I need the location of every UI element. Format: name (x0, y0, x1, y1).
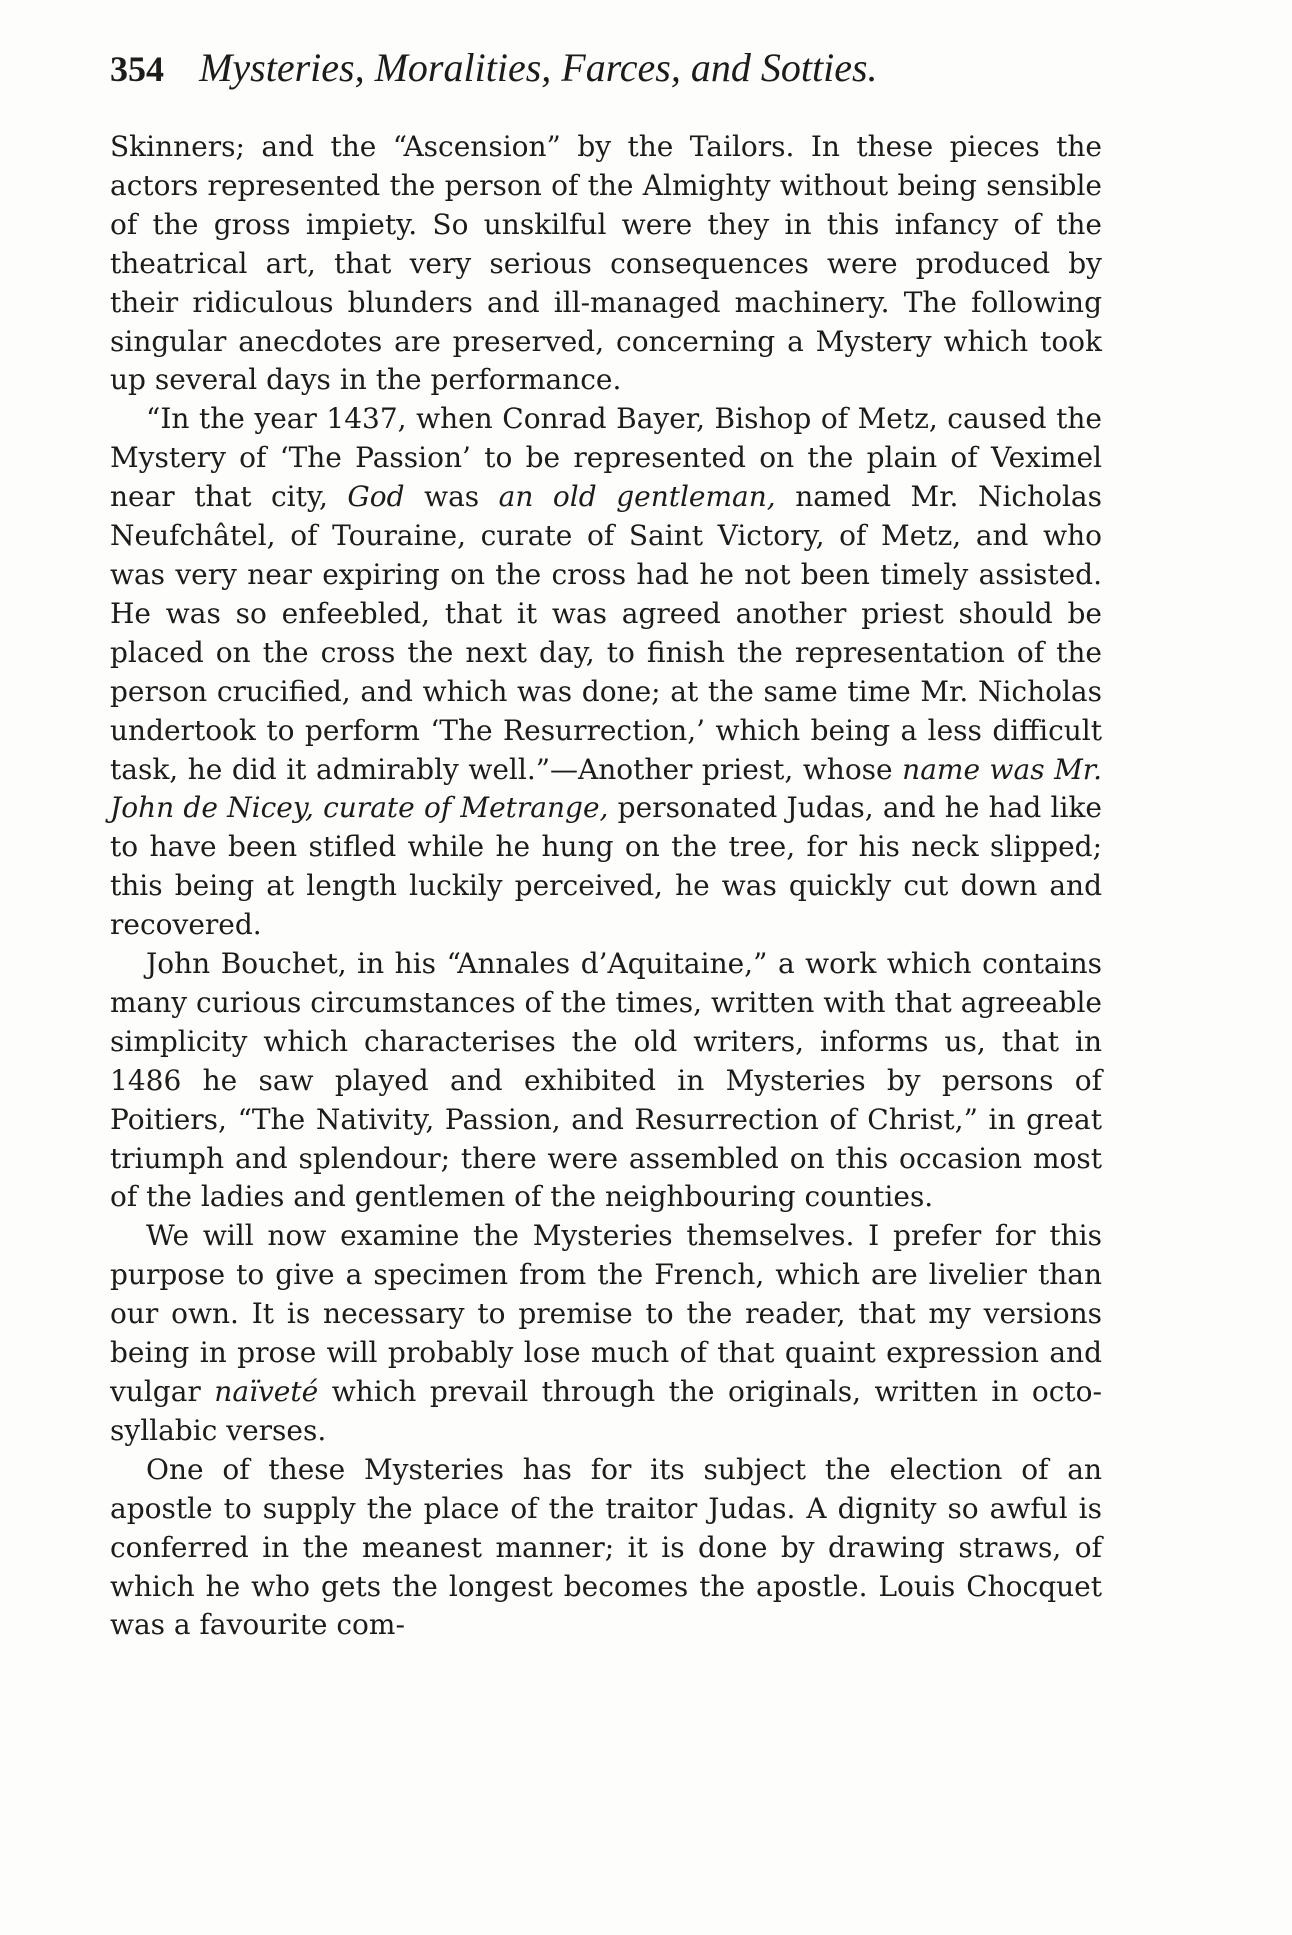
paragraph-3 (110, 945, 1102, 1217)
paragraph-4 (110, 1217, 1102, 1450)
paragraph-5 (110, 1451, 1102, 1646)
italic-text-segment: an old gentleman, (498, 480, 776, 514)
page-number: 354 (110, 49, 164, 89)
page-header (110, 44, 1110, 104)
paragraph-1 (110, 128, 1102, 400)
text-segment: personated Judas, and he had like to have been stifled while he hung on the tree, for his neck slipped; this being at length luckily perceived, he was quickly cut down and recovered. (110, 791, 1103, 942)
italic-text-segment: naïveté (214, 1375, 319, 1408)
text-segment: We will now examine the Mysteries themselves. I prefer for this purpose to give a specimen from the French, which are livelier than our own. It is necessary to premise to the reader, that my versions being in prose will probably lose much of that quaint expression and vulgar (110, 1219, 1102, 1408)
text-segment: Skinners; and the “Ascension” by the Tailors. In these pieces the actors represented the person of the Almighty without being sensible of the gross impiety. So unskilful were they in this infancy of the theatrical art, that very serious consequences were produced by their ridiculous blunders and ill-managed machinery. The following singular anecdotes are preserved, concerning a Mystery which took up several days in the performance. (110, 130, 1102, 397)
text-segment: which prevail through the originals, written in octo-syllabic verses. (110, 1375, 1102, 1447)
body-text (110, 128, 1102, 1645)
italic-text-segment: name was Mr. John de Nicey, curate of Metrange, (110, 752, 1103, 825)
text-segment: John Bouchet, in his “Annales d’Aquitaine,” a work which contains many curious circumstances of the times, written with that agreeable simplicity which characterises the old writers, informs us, that in 1486 he saw played and exhibited in Mysteries by persons of Poitiers, “The Nativity, Passion, and Resurrection of Christ,” in great triumph and splendour; there were assembled on this occasion most of the ladies and gentlemen of the neighbouring counties. (110, 947, 1102, 1214)
text-segment: named Mr. Nicholas Neufchâtel, of Touraine, curate of Saint Victory, of Metz, and who was very near expiring on the cross had he not been timely assisted. He was so enfeebled, that it was agreed another priest should be placed on the cross the next day, to finish the representation of the person crucified, and which was done; at the same time Mr. Nicholas undertook to perform ‘The Resurrection,’ which being a less difficult task, he did it admirably well.”—Another priest, whose (110, 480, 1102, 786)
paragraph-2 (110, 400, 1102, 945)
running-title: Mysteries, Moralities, Farces, and Sotties. (199, 45, 878, 90)
italic-text-segment: God (347, 480, 405, 514)
text-segment: was (404, 480, 499, 514)
text-segment: “In the year 1437, when Conrad Bayer, Bishop of Metz, caused the Mystery of ‘The Passion’ to be represented on the plain of Veximel near that city, (110, 402, 1102, 514)
text-segment: One of these Mysteries has for its subject the election of an apostle to supply the place of the traitor Judas. A dignity so awful is conferred in the meanest manner; it is done by drawing straws, of which he who gets the longest becomes the apostle. Louis Chocquet was a favourite com- (110, 1452, 1102, 1642)
